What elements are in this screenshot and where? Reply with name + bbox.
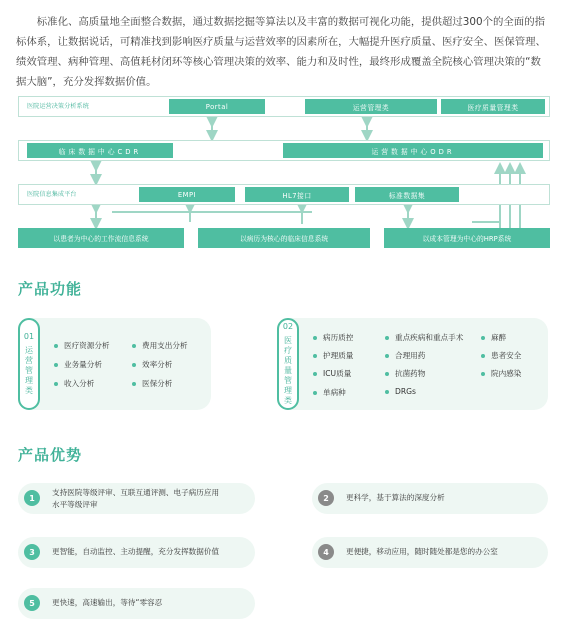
feature-card-quality bbox=[277, 318, 548, 410]
bullet-icon bbox=[313, 391, 317, 395]
decision-system-label: 医院运营决策分析系统 bbox=[27, 103, 89, 110]
feature-item: 收入分析 bbox=[54, 378, 94, 389]
decision-system-row bbox=[18, 96, 550, 117]
advantage-number-1: 1 bbox=[24, 490, 40, 506]
feature-item: 病历质控 bbox=[313, 332, 353, 343]
hrp-system: 以成本管理为中心的HRP系统 bbox=[384, 228, 550, 248]
feature-item: 护理质量 bbox=[313, 350, 353, 361]
advantage-card-1 bbox=[18, 483, 255, 514]
feature-item: ICU质量 bbox=[313, 368, 351, 379]
feature-item: 抗菌药物 bbox=[385, 368, 425, 379]
feature-item: 麻醉 bbox=[481, 332, 506, 343]
feature-card-ops bbox=[18, 318, 211, 410]
feature-item: 合理用药 bbox=[385, 350, 425, 361]
hl7-box: HL7接口 bbox=[245, 187, 349, 202]
bullet-icon bbox=[313, 336, 317, 340]
advantage-number-2: 2 bbox=[318, 490, 334, 506]
intro-paragraph: 标准化、高质量地全面整合数据，通过数据挖掘等算法以及丰富的数据可视化功能，提供超过300个的全面的指标体系，让数据说话，可精准找到影响医疗质量与运营效率的因素所在，大幅提升医疗质量、医疗安全、医保管理、绩效管理、病种管理、高值耗材闭环等核心管理决策的效率、能力和及时性，最终形成覆盖全院核心管理决策的“数据大脑”，充分发挥数据价值。 bbox=[16, 16, 546, 88]
advantage-number-5: 5 bbox=[24, 595, 40, 611]
patient-workflow-system: 以患者为中心的工作流信息系统 bbox=[18, 228, 184, 248]
feature-item: 医疗资源分析 bbox=[54, 340, 110, 351]
bullet-icon bbox=[385, 354, 389, 358]
bullet-icon bbox=[132, 382, 136, 386]
bullet-icon bbox=[54, 382, 58, 386]
integration-platform-row bbox=[18, 184, 550, 205]
advantage-card-5 bbox=[18, 588, 255, 619]
bullet-icon bbox=[132, 363, 136, 367]
feature-item: DRGs bbox=[385, 387, 416, 396]
features-title: 产品功能 bbox=[18, 281, 83, 298]
empi-box: EMPI bbox=[139, 187, 235, 202]
advantages-title: 产品优势 bbox=[18, 447, 83, 464]
feature-item: 医保分析 bbox=[132, 378, 172, 389]
quality-mgmt-box: 医疗质量管理类 bbox=[441, 99, 545, 114]
bullet-icon bbox=[385, 372, 389, 376]
bullet-icon bbox=[54, 344, 58, 348]
bullet-icon bbox=[481, 354, 485, 358]
feature-card-quality-tab bbox=[277, 318, 299, 410]
advantage-number-3: 3 bbox=[24, 544, 40, 560]
bullet-icon bbox=[54, 363, 58, 367]
feature-item: 重点疾病和重点手术 bbox=[385, 332, 463, 343]
ops-mgmt-box: 运营管理类 bbox=[305, 99, 437, 114]
advantage-text-1: 支持医院等级评审、互联互通评测、电子病历应用 水平等级评审 bbox=[52, 488, 220, 509]
portal-box: Portal bbox=[169, 99, 265, 114]
feature-item: 单病种 bbox=[313, 387, 346, 398]
advantage-text-3: 更智能，自动监控、主动提醒，充分发挥数据价值 bbox=[52, 547, 220, 556]
advantage-card-4 bbox=[312, 537, 548, 568]
feature-item: 费用支出分析 bbox=[132, 340, 188, 351]
bullet-icon bbox=[313, 354, 317, 358]
bullet-icon bbox=[313, 372, 317, 376]
advantage-text-4: 更便捷，移动应用，随时随处都是您的办公室 bbox=[346, 547, 498, 556]
advantage-text-2: 更科学，基于算法的深度分析 bbox=[346, 493, 445, 502]
bullet-icon bbox=[481, 372, 485, 376]
advantage-card-2 bbox=[312, 483, 548, 514]
odr-box: 运营数据中心ODR bbox=[283, 143, 543, 158]
bullet-icon bbox=[385, 336, 389, 340]
integration-platform-label: 医院信息集成平台 bbox=[27, 191, 77, 198]
cdr-box: 临床数据中心CDR bbox=[27, 143, 173, 158]
data-center-row bbox=[18, 140, 550, 161]
feature-item: 患者安全 bbox=[481, 350, 521, 361]
feature-item: 院内感染 bbox=[481, 368, 521, 379]
feature-card-quality-label: 医 疗 质 量 管 理 类 bbox=[284, 336, 292, 405]
standard-dataset-box: 标准数据集 bbox=[355, 187, 459, 202]
bullet-icon bbox=[385, 390, 389, 394]
bullet-icon bbox=[481, 336, 485, 340]
feature-card-ops-label: 运 营 管 理 类 bbox=[25, 346, 33, 395]
feature-item: 效率分析 bbox=[132, 359, 172, 370]
advantage-number-4: 4 bbox=[318, 544, 334, 560]
feature-card-ops-number: 01 bbox=[23, 332, 35, 341]
clinical-info-system: 以病历为核心的临床信息系统 bbox=[198, 228, 370, 248]
bullet-icon bbox=[132, 344, 136, 348]
advantage-text-5: 更快速，高速输出，等待“零容忍 bbox=[52, 598, 163, 607]
feature-card-quality-number: 02 bbox=[282, 322, 294, 331]
feature-card-ops-tab bbox=[18, 318, 40, 410]
architecture-diagram bbox=[12, 92, 550, 252]
advantage-card-3 bbox=[18, 537, 255, 568]
feature-item: 业务量分析 bbox=[54, 359, 102, 370]
